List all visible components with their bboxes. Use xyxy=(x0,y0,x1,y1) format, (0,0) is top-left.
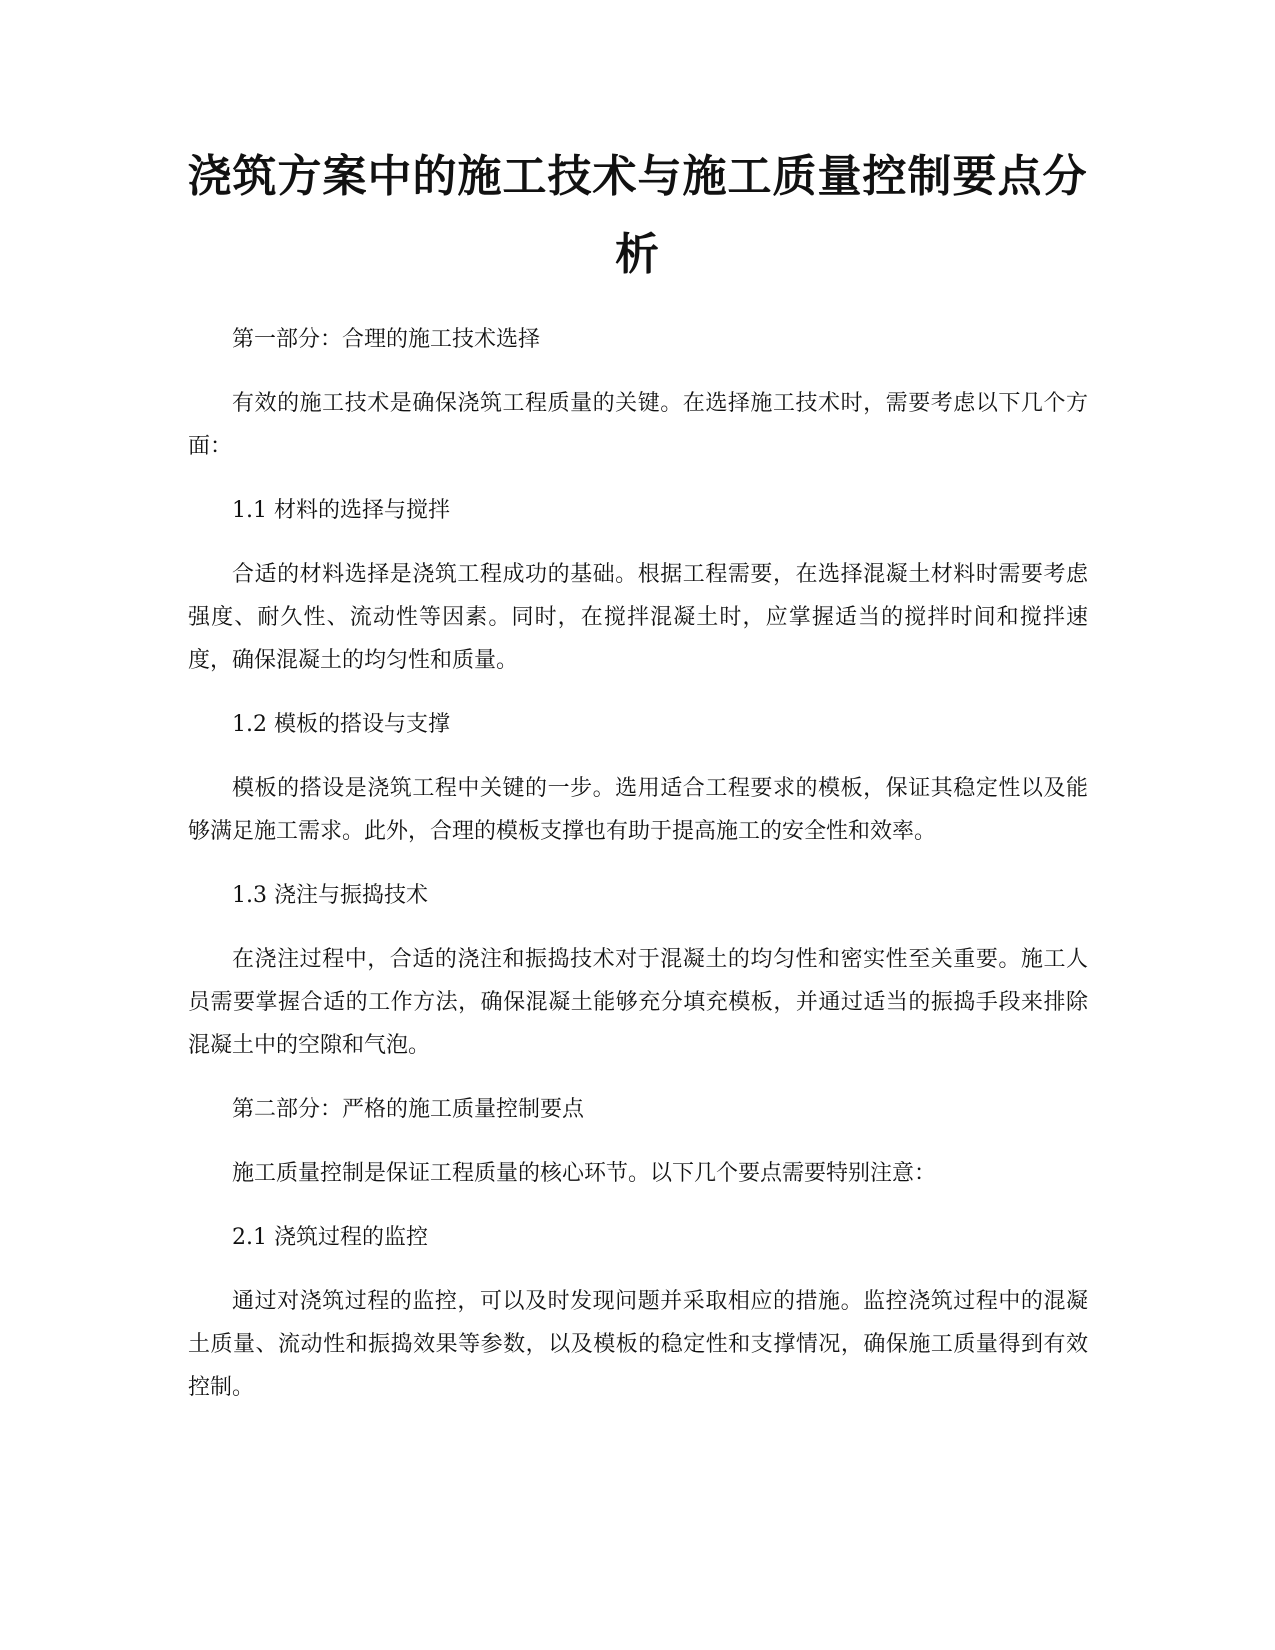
paragraph-intro-1: 有效的施工技术是确保浇筑工程质量的关键。在选择施工技术时，需要考虑以下几个方面： xyxy=(188,391,1088,459)
paragraph-1-1: 合适的材料选择是浇筑工程成功的基础。根据工程需要，在选择混凝土材料时需要考虑强度、耐久性、流动性等因素。同时，在搅拌混凝土时，应掌握适当的搅拌时间和搅拌速度，确保混凝土的均匀性和质量。 xyxy=(188,562,1088,673)
subsection-heading-1-3: 1.3 浇注与振捣技术 xyxy=(232,883,428,908)
document-title: 浇筑方案中的施工技术与施工质量控制要点分析 xyxy=(187,151,1088,280)
section-heading-part-1: 第一部分：合理的施工技术选择 xyxy=(232,327,541,352)
paragraph-2-1: 通过对浇筑过程的监控，可以及时发现问题并采取相应的措施。监控浇筑过程中的混凝土质量、流动性和振捣效果等参数，以及模板的稳定性和支撑情况，确保施工质量得到有效控制。 xyxy=(188,1289,1088,1400)
paragraph-1-3: 在浇注过程中，合适的浇注和振捣技术对于混凝土的均匀性和密实性至关重要。施工人员需要掌握合适的工作方法，确保混凝土能够充分填充模板，并通过适当的振捣手段来排除混凝土中的空隙和气泡。 xyxy=(188,947,1088,1058)
paragraph-intro-2: 施工质量控制是保证工程质量的核心环节。以下几个要点需要特别注意： xyxy=(232,1161,937,1186)
section-heading-part-2: 第二部分：严格的施工质量控制要点 xyxy=(232,1097,585,1122)
document-body xyxy=(188,318,1088,1430)
subsection-heading-1-2: 1.2 模板的搭设与支撑 xyxy=(232,712,450,737)
subsection-heading-2-1: 2.1 浇筑过程的监控 xyxy=(232,1225,428,1250)
subsection-heading-1-1: 1.1 材料的选择与搅拌 xyxy=(232,498,450,523)
paragraph-1-2: 模板的搭设是浇筑工程中关键的一步。选用适合工程要求的模板，保证其稳定性以及能够满足施工需求。此外，合理的模板支撑也有助于提高施工的安全性和效率。 xyxy=(188,776,1088,844)
